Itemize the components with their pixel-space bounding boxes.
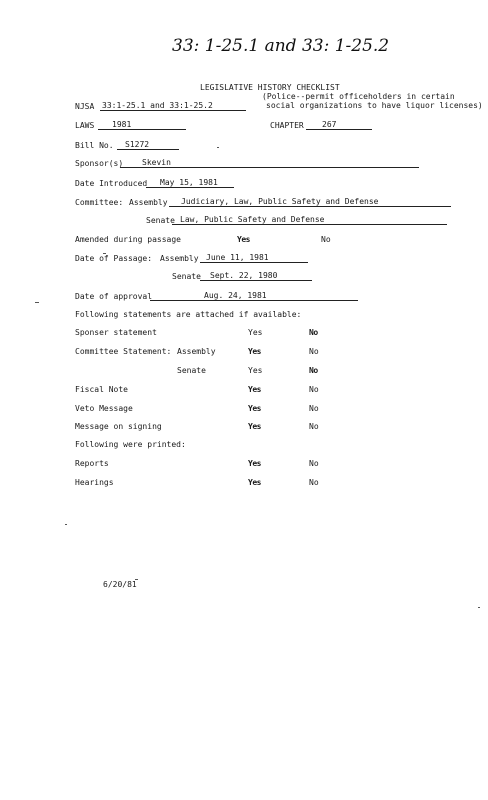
date-introduced-label: Date Introduced xyxy=(75,179,148,188)
date-introduced-field xyxy=(146,178,234,188)
passage-senate-label: Senate xyxy=(172,272,201,281)
message-on-signing-label: Message on signing xyxy=(75,422,162,431)
reports-no: No xyxy=(309,459,319,468)
scan-speck xyxy=(135,579,138,580)
hearings-no: No xyxy=(309,478,319,487)
committee-label: Committee: xyxy=(75,198,124,207)
scan-speck xyxy=(217,147,219,148)
njsa-field xyxy=(100,101,246,111)
date-introduced-value: May 15, 1981 xyxy=(146,178,234,188)
hearings-label: Hearings xyxy=(75,478,114,487)
date-of-approval-value: Aug. 24, 1981 xyxy=(150,291,358,301)
passage-assembly-field xyxy=(200,253,308,263)
message-on-signing-no: No xyxy=(309,422,319,431)
committee-statement-senate-label: Senate xyxy=(177,366,206,375)
date-of-passage-label: Date of Passage: xyxy=(75,254,153,263)
chapter-label: CHAPTER xyxy=(270,121,304,130)
committee-assembly-label: Assembly xyxy=(129,198,168,207)
committee-statement-assembly-no: No xyxy=(309,347,319,356)
sponsor-statement-no: No xyxy=(309,328,318,337)
amended-label: Amended during passage xyxy=(75,235,181,244)
veto-message-yes: Yes xyxy=(248,404,261,413)
committee-senate-label: Senate xyxy=(146,216,175,225)
reports-yes: Yes xyxy=(248,459,261,468)
page-title: LEGISLATIVE HISTORY CHECKLIST xyxy=(200,83,340,92)
scan-speck xyxy=(478,607,480,608)
committee-senate-value: Law, Public Safety and Defense xyxy=(172,215,447,225)
handwritten-header: 33: 1-25.1 and 33: 1-25.2 xyxy=(172,36,390,56)
committee-statement-assembly-yes: Yes xyxy=(248,347,261,356)
fiscal-note-no: No xyxy=(309,385,319,394)
description-line-2: social organizations to have liquor licenses) xyxy=(266,101,483,110)
fiscal-note-yes: Yes xyxy=(248,385,261,394)
passage-assembly-value: June 11, 1981 xyxy=(200,253,308,263)
sponsor-statement-label: Sponser statement xyxy=(75,328,157,337)
sponsor-field xyxy=(120,158,419,168)
committee-statement-senate-no: No xyxy=(309,366,318,375)
njsa-value: 33:1-25.1 and 33:1-25.2 xyxy=(100,101,246,111)
scan-speck xyxy=(65,524,67,525)
date-of-approval-field xyxy=(150,291,358,301)
hearings-yes: Yes xyxy=(248,478,261,487)
veto-message-label: Veto Message xyxy=(75,404,133,413)
passage-senate-field xyxy=(200,271,312,281)
chapter-value: 267 xyxy=(306,120,372,130)
following-attached-heading: Following statements are attached if available: xyxy=(75,310,302,319)
fiscal-note-label: Fiscal Note xyxy=(75,385,128,394)
footer-date: 6/20/81 xyxy=(103,580,137,589)
amended-no: No xyxy=(321,235,331,244)
veto-message-no: No xyxy=(309,404,319,413)
reports-label: Reports xyxy=(75,459,109,468)
passage-senate-value: Sept. 22, 1980 xyxy=(200,271,312,281)
laws-label: LAWS xyxy=(75,121,95,130)
passage-assembly-label: Assembly xyxy=(160,254,199,263)
following-printed-heading: Following were printed: xyxy=(75,440,186,449)
message-on-signing-yes: Yes xyxy=(248,422,261,431)
amended-yes: Yes xyxy=(237,235,250,244)
bill-no-field xyxy=(117,140,179,150)
date-of-approval-label: Date of approval xyxy=(75,292,153,301)
committee-assembly-value: Judiciary, Law, Public Safety and Defense xyxy=(169,197,451,207)
committee-senate-field xyxy=(172,215,447,225)
description-line-1: (Police--permit officeholders in certain xyxy=(262,92,455,101)
chapter-field xyxy=(306,120,372,130)
committee-statement-senate-yes: Yes xyxy=(248,366,263,375)
sponsor-statement-yes: Yes xyxy=(248,328,263,337)
committee-statement-assembly-label: Assembly xyxy=(177,347,216,356)
bill-no-value: S1272 xyxy=(117,140,179,150)
laws-field xyxy=(98,120,186,130)
scan-speck xyxy=(103,253,106,254)
njsa-label: NJSA xyxy=(75,102,95,111)
bill-no-label: Bill No. xyxy=(75,141,114,150)
committee-statement-label: Committee Statement: xyxy=(75,347,172,356)
committee-assembly-field xyxy=(169,197,451,207)
laws-value: 1981 xyxy=(98,120,186,130)
scan-speck xyxy=(35,302,39,303)
sponsor-label: Sponsor(s) xyxy=(75,159,124,168)
sponsor-value: Skevin xyxy=(120,158,419,168)
